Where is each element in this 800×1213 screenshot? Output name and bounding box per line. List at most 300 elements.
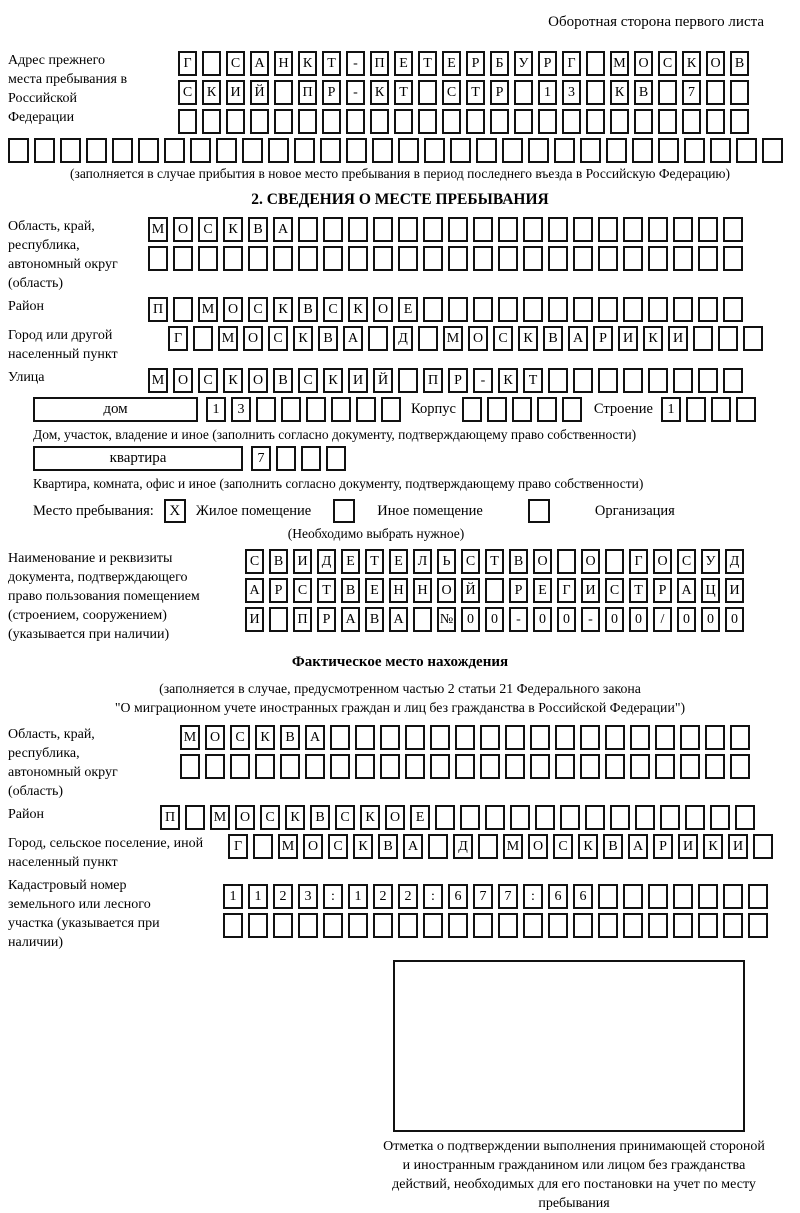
char-cell	[205, 754, 225, 779]
char-cell: Т	[418, 51, 437, 76]
char-cell	[346, 109, 365, 134]
char-cell: В	[509, 549, 528, 574]
char-cell	[368, 326, 388, 351]
char-cell	[86, 138, 107, 163]
char-cell	[698, 884, 718, 909]
char-cell	[398, 217, 418, 242]
doc-row-1	[245, 549, 744, 574]
char-cell	[480, 754, 500, 779]
char-cell: С	[268, 326, 288, 351]
char-cell	[673, 297, 693, 322]
char-cell: Е	[365, 578, 384, 603]
char-cell: Г	[629, 549, 648, 574]
char-cell: С	[260, 805, 280, 830]
char-cell	[274, 109, 293, 134]
mesto-row	[33, 499, 792, 523]
char-cell	[373, 217, 393, 242]
kvartira-row	[8, 446, 792, 471]
char-cell	[548, 913, 568, 938]
char-cell: 6	[548, 884, 568, 909]
checkbox-inoe	[333, 499, 355, 523]
char-cell	[298, 217, 318, 242]
char-cell: Р	[269, 578, 288, 603]
char-cell	[748, 913, 768, 938]
char-cell	[730, 80, 749, 105]
char-cell	[586, 109, 605, 134]
char-cell: К	[370, 80, 389, 105]
char-cell	[580, 725, 600, 750]
char-cell	[623, 246, 643, 271]
char-cell: М	[180, 725, 200, 750]
char-cell: 0	[725, 607, 744, 632]
char-cell	[370, 109, 389, 134]
char-cell	[635, 805, 655, 830]
char-cell	[573, 368, 593, 393]
char-cell	[301, 446, 321, 471]
ulitsa-cells	[148, 368, 743, 393]
char-cell: О	[303, 834, 323, 859]
char-cell	[658, 138, 679, 163]
char-cell	[538, 109, 557, 134]
char-cell: А	[403, 834, 423, 859]
char-cell: О	[173, 368, 193, 393]
char-cell	[723, 297, 743, 322]
char-cell: Р	[653, 578, 672, 603]
char-cell	[473, 913, 493, 938]
dom-note: Дом, участок, владение и иное (заполнить согласно документу, подтверждающему право собственности)	[33, 427, 637, 442]
option-organizatsiya-label: Организация	[594, 502, 675, 519]
char-cell	[505, 754, 525, 779]
char-cell	[253, 834, 273, 859]
korpus-cells	[462, 397, 582, 422]
char-cell	[537, 397, 557, 422]
prev-address-row-4	[8, 138, 792, 163]
char-cell	[723, 217, 743, 242]
char-cell: Т	[322, 51, 341, 76]
char-cell	[555, 725, 575, 750]
char-cell	[623, 884, 643, 909]
char-cell	[562, 397, 582, 422]
char-cell	[355, 754, 375, 779]
fakt-raion-cells	[160, 805, 755, 830]
char-cell	[323, 913, 343, 938]
char-cell	[280, 754, 300, 779]
char-cell	[398, 246, 418, 271]
char-cell: Р	[653, 834, 673, 859]
char-cell: Н	[274, 51, 293, 76]
char-cell	[216, 138, 237, 163]
char-cell	[424, 138, 445, 163]
char-cell	[450, 138, 471, 163]
kvartira-cells	[251, 446, 346, 471]
char-cell	[548, 368, 568, 393]
char-cell	[405, 725, 425, 750]
char-cell: Г	[178, 51, 197, 76]
kadastr-cell-rows	[223, 884, 768, 938]
char-cell	[598, 297, 618, 322]
char-cell	[698, 217, 718, 242]
char-cell: К	[498, 368, 518, 393]
char-cell: М	[503, 834, 523, 859]
char-cell	[632, 138, 653, 163]
char-cell	[580, 754, 600, 779]
char-cell: Р	[509, 578, 528, 603]
oblast-label: Область, край, республика, автономный округ (область)	[8, 219, 118, 291]
char-cell	[711, 397, 731, 422]
char-cell: К	[348, 297, 368, 322]
char-cell: 7	[498, 884, 518, 909]
char-cell: А	[568, 326, 588, 351]
char-cell: Т	[523, 368, 543, 393]
char-cell	[138, 138, 159, 163]
char-cell	[730, 109, 749, 134]
char-cell	[523, 913, 543, 938]
char-cell: 0	[677, 607, 696, 632]
char-cell	[242, 138, 263, 163]
char-cell: Н	[413, 578, 432, 603]
doc-cell-rows	[245, 549, 744, 632]
char-cell: К	[255, 725, 275, 750]
char-cell: С	[178, 80, 197, 105]
char-cell	[448, 913, 468, 938]
fakt-title: Фактическое место нахождения	[291, 654, 509, 670]
char-cell	[723, 368, 743, 393]
char-cell: Е	[442, 51, 461, 76]
char-cell	[498, 297, 518, 322]
char-cell	[548, 246, 568, 271]
prev-address-label: Адрес прежнего места пребывания в Российской Федерации	[8, 53, 128, 125]
char-cell	[198, 246, 218, 271]
char-cell	[548, 217, 568, 242]
kadastr-row	[8, 876, 792, 952]
char-cell	[476, 138, 497, 163]
fakt-oblast-cell-rows	[180, 725, 750, 779]
fakt-notes	[8, 679, 792, 717]
char-cell	[355, 725, 375, 750]
char-cell	[680, 725, 700, 750]
char-cell: Л	[413, 549, 432, 574]
char-cell	[398, 913, 418, 938]
char-cell	[202, 51, 221, 76]
char-cell: 3	[231, 397, 251, 422]
char-cell: Т	[365, 549, 384, 574]
char-cell: К	[223, 368, 243, 393]
char-cell: Ц	[701, 578, 720, 603]
char-cell	[698, 368, 718, 393]
char-cell: Е	[533, 578, 552, 603]
char-cell	[735, 805, 755, 830]
char-cell	[498, 217, 518, 242]
char-cell: -	[346, 80, 365, 105]
char-cell	[523, 297, 543, 322]
fakt-oblast-row-1	[180, 725, 750, 750]
char-cell: С	[677, 549, 696, 574]
char-cell: И	[725, 578, 744, 603]
char-cell: О	[373, 297, 393, 322]
char-cell	[630, 754, 650, 779]
char-cell	[498, 246, 518, 271]
char-cell	[705, 754, 725, 779]
char-cell	[418, 109, 437, 134]
prev-address-note: (заполняется в случае прибытия в новое место пребывания в период последнего въезда в Российскую Федерацию)	[69, 166, 731, 181]
char-cell: И	[581, 578, 600, 603]
char-cell	[723, 246, 743, 271]
char-cell	[585, 805, 605, 830]
char-cell: Р	[466, 51, 485, 76]
char-cell	[405, 754, 425, 779]
char-cell	[448, 297, 468, 322]
prev-address-row-3	[178, 109, 749, 134]
char-cell	[466, 109, 485, 134]
fakt-gorod-cells	[228, 834, 773, 859]
char-cell	[514, 109, 533, 134]
char-cell: О	[223, 297, 243, 322]
char-cell	[487, 397, 507, 422]
char-cell	[448, 217, 468, 242]
char-cell: Е	[398, 297, 418, 322]
char-cell	[348, 246, 368, 271]
char-cell	[418, 80, 437, 105]
oblast-row-1	[148, 217, 743, 242]
char-cell	[423, 217, 443, 242]
char-cell: В	[730, 51, 749, 76]
char-cell: М	[443, 326, 463, 351]
char-cell: В	[248, 217, 268, 242]
char-cell: В	[280, 725, 300, 750]
char-cell: 6	[448, 884, 468, 909]
char-cell: О	[205, 725, 225, 750]
char-cell: Д	[317, 549, 336, 574]
char-cell	[398, 368, 418, 393]
char-cell	[673, 884, 693, 909]
char-cell	[623, 368, 643, 393]
char-cell: Е	[410, 805, 430, 830]
char-cell: -	[581, 607, 600, 632]
char-cell: И	[293, 549, 312, 574]
prev-address-row-1	[178, 51, 749, 76]
char-cell	[462, 397, 482, 422]
char-cell	[623, 913, 643, 938]
char-cell: 2	[273, 884, 293, 909]
char-cell: П	[293, 607, 312, 632]
char-cell	[606, 138, 627, 163]
char-cell: В	[378, 834, 398, 859]
char-cell: М	[198, 297, 218, 322]
char-cell: О	[235, 805, 255, 830]
char-cell: С	[298, 368, 318, 393]
char-cell: М	[148, 217, 168, 242]
char-cell	[530, 754, 550, 779]
char-cell	[698, 913, 718, 938]
char-cell	[418, 326, 438, 351]
char-cell	[673, 246, 693, 271]
char-cell: О	[385, 805, 405, 830]
doc-label: Наименование и реквизиты документа, подтверждающего право пользования помещением (строением, сооружением) (указывается при наличии)	[8, 551, 200, 642]
char-cell	[356, 397, 376, 422]
char-cell: 1	[661, 397, 681, 422]
option-inoe-label: Иное помещение	[377, 502, 483, 519]
char-cell: М	[148, 368, 168, 393]
char-cell	[710, 138, 731, 163]
char-cell	[705, 725, 725, 750]
char-cell	[435, 805, 455, 830]
char-cell	[372, 138, 393, 163]
char-cell	[762, 138, 783, 163]
char-cell	[423, 297, 443, 322]
char-cell: С	[323, 297, 343, 322]
char-cell	[380, 725, 400, 750]
kadastr-label: Кадастровый номер земельного или лесного участка (указывается при наличии)	[8, 878, 160, 950]
char-cell	[573, 246, 593, 271]
char-cell: М	[210, 805, 230, 830]
char-cell: В	[543, 326, 563, 351]
char-cell: С	[198, 217, 218, 242]
char-cell: О	[653, 549, 672, 574]
char-cell: С	[230, 725, 250, 750]
char-cell: П	[370, 51, 389, 76]
char-cell	[373, 913, 393, 938]
char-cell: Д	[393, 326, 413, 351]
fakt-note-2: "О миграционном учете иностранных граждан и лиц без гражданства в Российской Федерации")	[114, 700, 686, 715]
raion-cells	[148, 297, 743, 322]
prev-address-row-2	[178, 80, 749, 105]
char-cell	[178, 109, 197, 134]
char-cell	[322, 109, 341, 134]
char-cell: У	[514, 51, 533, 76]
char-cell: Е	[394, 51, 413, 76]
oblast-cell-rows	[148, 217, 743, 271]
char-cell	[298, 246, 318, 271]
char-cell	[202, 109, 221, 134]
char-cell: 0	[557, 607, 576, 632]
char-cell	[413, 607, 432, 632]
char-cell: Г	[168, 326, 188, 351]
char-cell	[294, 138, 315, 163]
char-cell: П	[298, 80, 317, 105]
char-cell: Е	[341, 549, 360, 574]
char-cell: С	[658, 51, 677, 76]
char-cell	[148, 246, 168, 271]
char-cell: Т	[629, 578, 648, 603]
char-cell	[648, 297, 668, 322]
gorod-row	[8, 326, 792, 364]
char-cell	[330, 725, 350, 750]
char-cell	[478, 834, 498, 859]
char-cell	[530, 725, 550, 750]
char-cell: В	[603, 834, 623, 859]
fakt-raion-label: Район	[8, 807, 44, 822]
char-cell: 2	[398, 884, 418, 909]
char-cell: 1	[348, 884, 368, 909]
oblast-row-2	[148, 246, 743, 271]
char-cell	[710, 805, 730, 830]
char-cell	[634, 109, 653, 134]
fakt-gorod-row	[8, 834, 792, 872]
char-cell: К	[202, 80, 221, 105]
char-cell	[8, 138, 29, 163]
char-cell	[306, 397, 326, 422]
doc-row-2	[245, 578, 744, 603]
korpus-label: Корпус	[411, 401, 456, 417]
char-cell	[255, 754, 275, 779]
section2-title: 2. СВЕДЕНИЯ О МЕСТЕ ПРЕБЫВАНИЯ	[251, 191, 549, 208]
prev-address-cell-rows	[178, 51, 749, 134]
char-cell: В	[269, 549, 288, 574]
stamp-note: Отметка о подтверждении выполнения принимающей стороной и иностранным гражданином или лицом без гражданства действий, необходимых для его постановки на учет по месту пребывания	[383, 1139, 765, 1211]
char-cell	[648, 246, 668, 271]
char-cell: К	[298, 51, 317, 76]
char-cell: С	[226, 51, 245, 76]
char-cell	[230, 754, 250, 779]
char-cell: Р	[317, 607, 336, 632]
char-cell	[598, 217, 618, 242]
char-cell	[226, 109, 245, 134]
char-cell: А	[250, 51, 269, 76]
char-cell	[706, 80, 725, 105]
stamp-area	[393, 960, 745, 1132]
char-cell: О	[437, 578, 456, 603]
char-cell	[648, 217, 668, 242]
char-cell	[623, 297, 643, 322]
char-cell	[598, 368, 618, 393]
char-cell: 0	[629, 607, 648, 632]
option-zhiloe-label: Жилое помещение	[195, 502, 312, 519]
char-cell	[250, 109, 269, 134]
char-cell	[173, 246, 193, 271]
char-cell	[673, 913, 693, 938]
char-cell: К	[285, 805, 305, 830]
char-cell: А	[677, 578, 696, 603]
char-cell	[586, 51, 605, 76]
char-cell: Ь	[437, 549, 456, 574]
char-cell	[380, 754, 400, 779]
char-cell	[573, 217, 593, 242]
char-cell: С	[493, 326, 513, 351]
char-cell	[60, 138, 81, 163]
char-cell	[555, 754, 575, 779]
char-cell	[736, 138, 757, 163]
char-cell	[490, 109, 509, 134]
char-cell: Е	[389, 549, 408, 574]
char-cell: В	[365, 607, 384, 632]
char-cell: А	[245, 578, 264, 603]
char-cell: О	[173, 217, 193, 242]
char-cell: 0	[701, 607, 720, 632]
char-cell	[514, 80, 533, 105]
gorod-label: Город или другой населенный пункт	[8, 328, 118, 362]
char-cell: К	[353, 834, 373, 859]
char-cell: А	[343, 326, 363, 351]
char-cell	[528, 138, 549, 163]
char-cell	[505, 725, 525, 750]
char-cell: :	[523, 884, 543, 909]
char-cell	[190, 138, 211, 163]
char-cell: :	[323, 884, 343, 909]
char-cell	[423, 246, 443, 271]
char-cell: 1	[248, 884, 268, 909]
char-cell	[323, 246, 343, 271]
char-cell: Г	[228, 834, 248, 859]
char-cell	[718, 326, 738, 351]
char-cell	[180, 754, 200, 779]
char-cell	[430, 754, 450, 779]
char-cell: А	[341, 607, 360, 632]
char-cell: Р	[593, 326, 613, 351]
char-cell: В	[341, 578, 360, 603]
char-cell	[430, 725, 450, 750]
char-cell	[473, 297, 493, 322]
char-cell: 6	[573, 884, 593, 909]
